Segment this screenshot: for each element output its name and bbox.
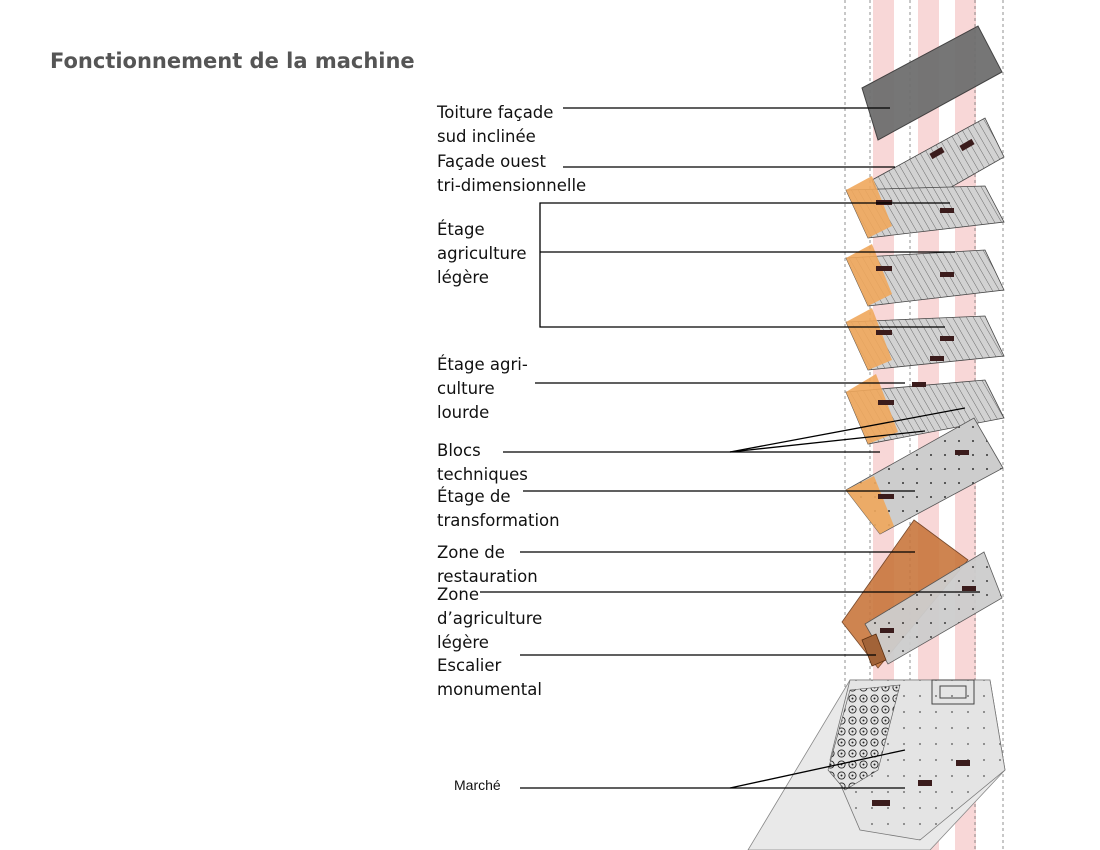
label-etage-transformation [437,487,560,530]
svg-text:tri-dimensionnelle: tri-dimensionnelle [437,176,587,195]
svg-text:culture: culture [437,379,495,398]
svg-text:agriculture: agriculture [437,244,527,263]
svg-text:Étage: Étage [437,220,485,239]
svg-text:Zone: Zone [437,585,480,604]
svg-text:transformation: transformation [437,511,560,530]
svg-text:Zone de: Zone de [437,543,505,562]
label-marche: Marché [454,777,501,793]
svg-text:légère: légère [437,268,489,287]
svg-text:Escalier: Escalier [437,656,502,675]
svg-text:Étage de: Étage de [437,487,511,506]
svg-text:Toiture façade: Toiture façade [437,103,554,122]
svg-text:monumental: monumental [437,680,542,699]
label-zone-agriculture-legere [437,585,542,652]
label-zone-restauration [437,543,538,586]
label-escalier-monumental [437,656,542,699]
label-toiture [436,103,553,146]
svg-text:Blocs: Blocs [437,441,481,460]
svg-text:sud inclinée: sud inclinée [437,127,536,146]
label-etage-agriculture-legere [437,220,527,287]
svg-text:légère: légère [437,633,489,652]
svg-text:lourde: lourde [437,403,490,422]
label-facade-ouest [437,152,586,195]
svg-text:techniques: techniques [437,465,528,484]
svg-text:d’agriculture: d’agriculture [437,609,543,628]
svg-text:Façade ouest: Façade ouest [437,152,546,171]
svg-text:Étage agri-: Étage agri- [437,355,528,374]
light-agriculture-floor-2 [846,244,1004,306]
label-etage-agriculture-lourde [437,355,528,422]
svg-text:restauration: restauration [437,567,538,586]
page-title: Fonctionnement de la machine [50,49,415,73]
label-blocs-techniques [437,441,528,484]
